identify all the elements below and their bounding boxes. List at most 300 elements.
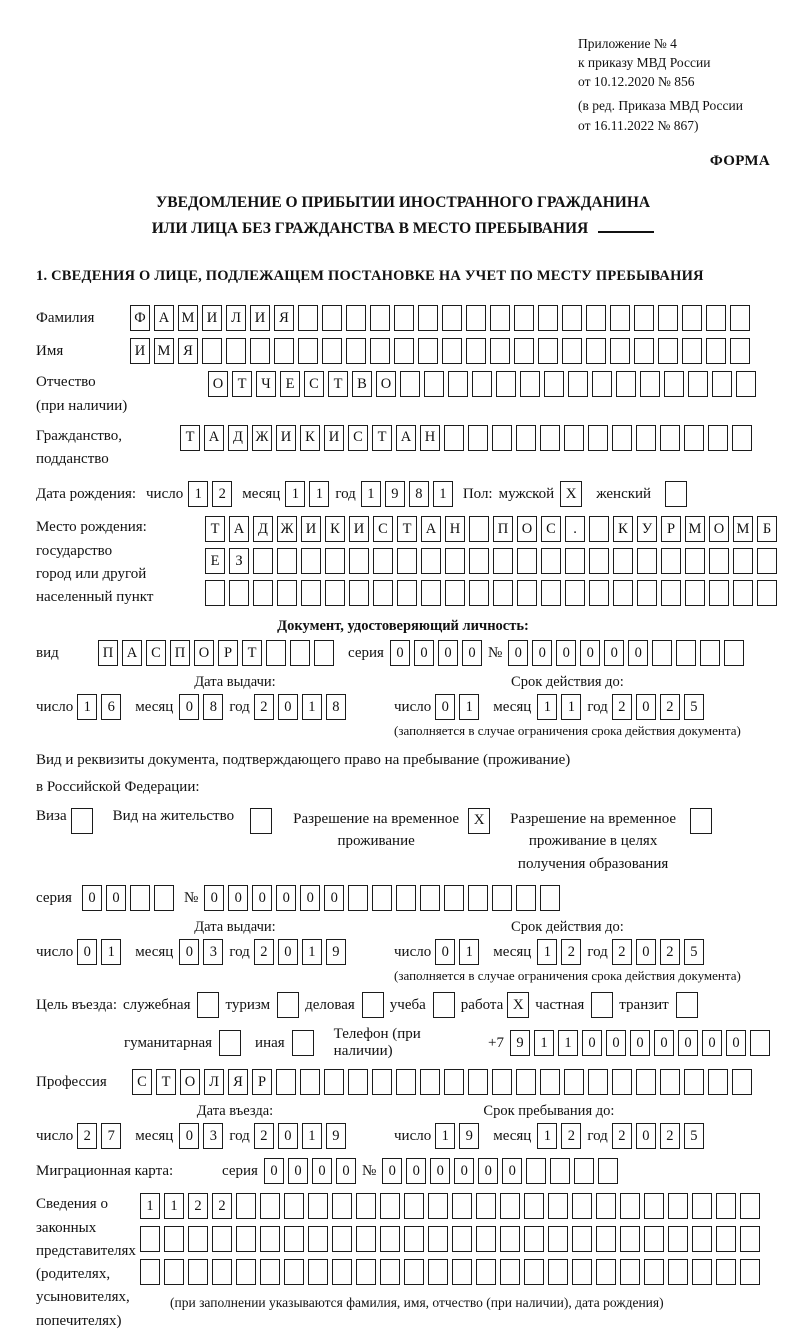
char-cell[interactable]: 0 (462, 640, 482, 666)
char-cell[interactable] (682, 338, 702, 364)
char-cell[interactable]: И (276, 425, 296, 451)
char-cell[interactable]: Ч (256, 371, 276, 397)
char-cell[interactable] (732, 1069, 752, 1095)
char-cell[interactable]: 2 (561, 1123, 581, 1149)
char-cell[interactable] (348, 885, 368, 911)
char-cell[interactable] (712, 371, 732, 397)
char-cell[interactable]: И (250, 305, 270, 331)
char-cell[interactable]: 0 (430, 1158, 450, 1184)
char-cell[interactable]: К (613, 516, 633, 542)
char-cell[interactable]: 0 (636, 939, 656, 965)
char-cell[interactable]: С (541, 516, 561, 542)
permit-visa-checkbox[interactable] (71, 808, 93, 834)
char-cell[interactable] (644, 1259, 664, 1285)
char-cell[interactable] (564, 1069, 584, 1095)
char-cell[interactable] (500, 1226, 520, 1252)
char-cell[interactable] (428, 1259, 448, 1285)
char-cell[interactable]: 9 (510, 1030, 530, 1056)
char-cell[interactable] (562, 338, 582, 364)
char-cell[interactable]: 2 (660, 939, 680, 965)
char-cell[interactable] (476, 1259, 496, 1285)
char-cell[interactable] (346, 338, 366, 364)
purpose-tourism-checkbox[interactable] (277, 992, 299, 1018)
char-cell[interactable] (373, 548, 393, 574)
char-cell[interactable] (212, 1259, 232, 1285)
char-cell[interactable]: 1 (140, 1193, 160, 1219)
char-cell[interactable] (708, 1069, 728, 1095)
char-cell[interactable] (468, 425, 488, 451)
char-cell[interactable]: 1 (534, 1030, 554, 1056)
char-cell[interactable]: 1 (433, 481, 453, 507)
char-cell[interactable]: О (194, 640, 214, 666)
char-cell[interactable] (500, 1193, 520, 1219)
char-cell[interactable] (404, 1226, 424, 1252)
char-cell[interactable]: Н (445, 516, 465, 542)
char-cell[interactable] (308, 1259, 328, 1285)
char-cell[interactable]: 0 (179, 939, 199, 965)
char-cell[interactable] (565, 580, 585, 606)
char-cell[interactable] (589, 580, 609, 606)
char-cell[interactable] (349, 548, 369, 574)
char-cell[interactable] (397, 548, 417, 574)
char-cell[interactable] (356, 1226, 376, 1252)
char-cell[interactable]: 2 (612, 1123, 632, 1149)
char-cell[interactable] (517, 580, 537, 606)
char-cell[interactable] (356, 1193, 376, 1219)
char-cell[interactable]: 2 (612, 939, 632, 965)
char-cell[interactable]: 0 (556, 640, 576, 666)
char-cell[interactable] (620, 1259, 640, 1285)
char-cell[interactable]: 1 (459, 694, 479, 720)
char-cell[interactable] (538, 338, 558, 364)
char-cell[interactable] (524, 1193, 544, 1219)
char-cell[interactable] (452, 1193, 472, 1219)
char-cell[interactable]: И (301, 516, 321, 542)
char-cell[interactable]: Я (228, 1069, 248, 1095)
char-cell[interactable] (636, 425, 656, 451)
char-cell[interactable] (140, 1226, 160, 1252)
char-cell[interactable]: Е (205, 548, 225, 574)
char-cell[interactable] (660, 1069, 680, 1095)
char-cell[interactable]: 9 (326, 1123, 346, 1149)
char-cell[interactable]: 8 (203, 694, 223, 720)
char-cell[interactable]: 0 (726, 1030, 746, 1056)
char-cell[interactable] (541, 548, 561, 574)
char-cell[interactable]: 0 (179, 694, 199, 720)
char-cell[interactable] (324, 1069, 344, 1095)
char-cell[interactable]: Я (178, 338, 198, 364)
char-cell[interactable] (540, 1069, 560, 1095)
char-cell[interactable]: 1 (302, 694, 322, 720)
char-cell[interactable] (300, 1069, 320, 1095)
char-cell[interactable] (372, 1069, 392, 1095)
char-cell[interactable]: 2 (254, 939, 274, 965)
char-cell[interactable] (476, 1193, 496, 1219)
char-cell[interactable] (298, 338, 318, 364)
char-cell[interactable] (586, 305, 606, 331)
char-cell[interactable]: Р (252, 1069, 272, 1095)
char-cell[interactable]: Л (204, 1069, 224, 1095)
char-cell[interactable]: 1 (361, 481, 381, 507)
char-cell[interactable]: 2 (254, 1123, 274, 1149)
char-cell[interactable]: 0 (414, 640, 434, 666)
char-cell[interactable]: 0 (582, 1030, 602, 1056)
purpose-humanitarian-checkbox[interactable] (219, 1030, 241, 1056)
char-cell[interactable]: 1 (302, 1123, 322, 1149)
char-cell[interactable] (472, 371, 492, 397)
char-cell[interactable] (716, 1259, 736, 1285)
char-cell[interactable] (730, 338, 750, 364)
char-cell[interactable]: 1 (459, 939, 479, 965)
char-cell[interactable]: 9 (326, 939, 346, 965)
permit-temporary-checkbox[interactable]: X (468, 808, 490, 834)
char-cell[interactable]: 0 (276, 885, 296, 911)
char-cell[interactable] (589, 548, 609, 574)
char-cell[interactable] (314, 640, 334, 666)
char-cell[interactable]: 2 (561, 939, 581, 965)
char-cell[interactable] (260, 1193, 280, 1219)
char-cell[interactable] (733, 580, 753, 606)
char-cell[interactable]: С (132, 1069, 152, 1095)
char-cell[interactable] (610, 338, 630, 364)
char-cell[interactable]: 2 (660, 694, 680, 720)
char-cell[interactable]: Т (397, 516, 417, 542)
char-cell[interactable] (301, 548, 321, 574)
char-cell[interactable]: А (229, 516, 249, 542)
char-cell[interactable]: 2 (77, 1123, 97, 1149)
char-cell[interactable]: Т (205, 516, 225, 542)
char-cell[interactable]: Ж (277, 516, 297, 542)
char-cell[interactable] (396, 885, 416, 911)
char-cell[interactable]: 0 (604, 640, 624, 666)
char-cell[interactable] (444, 425, 464, 451)
char-cell[interactable] (540, 885, 560, 911)
purpose-commercial-checkbox[interactable] (362, 992, 384, 1018)
char-cell[interactable] (469, 580, 489, 606)
char-cell[interactable] (154, 885, 174, 911)
char-cell[interactable] (658, 338, 678, 364)
char-cell[interactable] (236, 1226, 256, 1252)
char-cell[interactable]: О (180, 1069, 200, 1095)
gender-male-checkbox[interactable]: X (560, 481, 582, 507)
char-cell[interactable]: О (376, 371, 396, 397)
char-cell[interactable]: Р (661, 516, 681, 542)
char-cell[interactable] (420, 1069, 440, 1095)
char-cell[interactable] (612, 425, 632, 451)
char-cell[interactable] (346, 305, 366, 331)
char-cell[interactable] (404, 1259, 424, 1285)
char-cell[interactable] (524, 1226, 544, 1252)
char-cell[interactable] (332, 1226, 352, 1252)
char-cell[interactable]: 8 (326, 694, 346, 720)
char-cell[interactable] (661, 548, 681, 574)
char-cell[interactable]: А (154, 305, 174, 331)
char-cell[interactable] (644, 1193, 664, 1219)
char-cell[interactable] (706, 338, 726, 364)
char-cell[interactable] (348, 1069, 368, 1095)
char-cell[interactable] (205, 580, 225, 606)
char-cell[interactable] (188, 1259, 208, 1285)
char-cell[interactable] (514, 338, 534, 364)
char-cell[interactable]: 1 (285, 481, 305, 507)
char-cell[interactable] (740, 1193, 760, 1219)
char-cell[interactable]: 5 (684, 694, 704, 720)
char-cell[interactable] (468, 885, 488, 911)
char-cell[interactable] (724, 640, 744, 666)
char-cell[interactable]: Д (228, 425, 248, 451)
char-cell[interactable] (541, 580, 561, 606)
char-cell[interactable] (442, 338, 462, 364)
char-cell[interactable]: 7 (101, 1123, 121, 1149)
char-cell[interactable] (332, 1259, 352, 1285)
char-cell[interactable] (637, 580, 657, 606)
char-cell[interactable] (668, 1193, 688, 1219)
char-cell[interactable] (634, 338, 654, 364)
char-cell[interactable]: 0 (630, 1030, 650, 1056)
char-cell[interactable]: 0 (478, 1158, 498, 1184)
char-cell[interactable] (692, 1193, 712, 1219)
char-cell[interactable] (684, 1069, 704, 1095)
char-cell[interactable] (564, 425, 584, 451)
char-cell[interactable] (444, 1069, 464, 1095)
char-cell[interactable] (226, 338, 246, 364)
char-cell[interactable] (636, 1069, 656, 1095)
purpose-transit-checkbox[interactable] (676, 992, 698, 1018)
char-cell[interactable] (490, 305, 510, 331)
char-cell[interactable] (596, 1259, 616, 1285)
char-cell[interactable] (469, 548, 489, 574)
char-cell[interactable] (301, 580, 321, 606)
char-cell[interactable] (428, 1226, 448, 1252)
char-cell[interactable]: С (373, 516, 393, 542)
char-cell[interactable]: С (146, 640, 166, 666)
char-cell[interactable] (740, 1259, 760, 1285)
char-cell[interactable] (589, 516, 609, 542)
char-cell[interactable]: 0 (606, 1030, 626, 1056)
char-cell[interactable]: 2 (612, 694, 632, 720)
char-cell[interactable]: Л (226, 305, 246, 331)
char-cell[interactable] (276, 1069, 296, 1095)
char-cell[interactable] (188, 1226, 208, 1252)
char-cell[interactable]: 0 (382, 1158, 402, 1184)
char-cell[interactable] (500, 1259, 520, 1285)
char-cell[interactable] (308, 1193, 328, 1219)
char-cell[interactable]: И (202, 305, 222, 331)
char-cell[interactable]: К (300, 425, 320, 451)
char-cell[interactable] (496, 371, 516, 397)
char-cell[interactable]: 0 (252, 885, 272, 911)
char-cell[interactable] (652, 640, 672, 666)
char-cell[interactable] (568, 371, 588, 397)
char-cell[interactable] (418, 305, 438, 331)
char-cell[interactable] (284, 1259, 304, 1285)
char-cell[interactable]: 0 (532, 640, 552, 666)
char-cell[interactable] (572, 1259, 592, 1285)
char-cell[interactable] (130, 885, 150, 911)
char-cell[interactable]: 1 (435, 1123, 455, 1149)
char-cell[interactable] (380, 1226, 400, 1252)
char-cell[interactable]: 0 (336, 1158, 356, 1184)
char-cell[interactable] (730, 305, 750, 331)
char-cell[interactable] (380, 1259, 400, 1285)
char-cell[interactable] (572, 1226, 592, 1252)
char-cell[interactable] (448, 371, 468, 397)
char-cell[interactable]: Т (180, 425, 200, 451)
char-cell[interactable]: 0 (82, 885, 102, 911)
char-cell[interactable] (266, 640, 286, 666)
char-cell[interactable] (445, 580, 465, 606)
char-cell[interactable] (476, 1226, 496, 1252)
char-cell[interactable] (685, 580, 705, 606)
char-cell[interactable]: 0 (435, 694, 455, 720)
char-cell[interactable] (757, 580, 777, 606)
char-cell[interactable] (325, 548, 345, 574)
char-cell[interactable]: 5 (684, 1123, 704, 1149)
char-cell[interactable] (394, 305, 414, 331)
purpose-other-checkbox[interactable] (292, 1030, 314, 1056)
char-cell[interactable]: 1 (537, 939, 557, 965)
char-cell[interactable] (284, 1226, 304, 1252)
char-cell[interactable] (298, 305, 318, 331)
char-cell[interactable] (421, 580, 441, 606)
char-cell[interactable]: Б (757, 516, 777, 542)
char-cell[interactable] (332, 1193, 352, 1219)
char-cell[interactable] (445, 548, 465, 574)
char-cell[interactable] (685, 548, 705, 574)
char-cell[interactable]: О (517, 516, 537, 542)
char-cell[interactable]: 1 (309, 481, 329, 507)
char-cell[interactable] (692, 1259, 712, 1285)
char-cell[interactable] (466, 305, 486, 331)
char-cell[interactable]: 2 (212, 1193, 232, 1219)
char-cell[interactable]: 0 (324, 885, 344, 911)
char-cell[interactable]: 6 (101, 694, 121, 720)
char-cell[interactable]: К (325, 516, 345, 542)
char-cell[interactable] (620, 1193, 640, 1219)
char-cell[interactable] (452, 1226, 472, 1252)
char-cell[interactable]: 1 (77, 694, 97, 720)
char-cell[interactable] (202, 338, 222, 364)
char-cell[interactable] (274, 338, 294, 364)
char-cell[interactable] (658, 305, 678, 331)
char-cell[interactable] (212, 1226, 232, 1252)
char-cell[interactable] (612, 1069, 632, 1095)
char-cell[interactable] (492, 425, 512, 451)
char-cell[interactable] (418, 338, 438, 364)
char-cell[interactable] (588, 1069, 608, 1095)
char-cell[interactable]: З (229, 548, 249, 574)
char-cell[interactable]: О (208, 371, 228, 397)
char-cell[interactable] (716, 1226, 736, 1252)
char-cell[interactable]: 0 (278, 694, 298, 720)
char-cell[interactable]: И (324, 425, 344, 451)
char-cell[interactable] (538, 305, 558, 331)
char-cell[interactable]: 0 (278, 939, 298, 965)
char-cell[interactable] (380, 1193, 400, 1219)
char-cell[interactable]: 9 (385, 481, 405, 507)
char-cell[interactable]: И (349, 516, 369, 542)
char-cell[interactable]: 0 (702, 1030, 722, 1056)
char-cell[interactable]: 0 (678, 1030, 698, 1056)
char-cell[interactable]: 2 (254, 694, 274, 720)
char-cell[interactable] (229, 580, 249, 606)
char-cell[interactable] (596, 1193, 616, 1219)
char-cell[interactable] (514, 305, 534, 331)
char-cell[interactable] (164, 1259, 184, 1285)
char-cell[interactable] (733, 548, 753, 574)
char-cell[interactable]: . (565, 516, 585, 542)
char-cell[interactable] (428, 1193, 448, 1219)
char-cell[interactable] (526, 1158, 546, 1184)
char-cell[interactable] (709, 548, 729, 574)
char-cell[interactable] (493, 580, 513, 606)
char-cell[interactable]: Н (420, 425, 440, 451)
char-cell[interactable]: 1 (561, 694, 581, 720)
char-cell[interactable]: Ж (252, 425, 272, 451)
char-cell[interactable] (396, 1069, 416, 1095)
char-cell[interactable]: Я (274, 305, 294, 331)
char-cell[interactable] (253, 580, 273, 606)
char-cell[interactable]: М (178, 305, 198, 331)
char-cell[interactable] (356, 1259, 376, 1285)
char-cell[interactable] (372, 885, 392, 911)
char-cell[interactable] (492, 885, 512, 911)
char-cell[interactable] (596, 1226, 616, 1252)
char-cell[interactable]: М (733, 516, 753, 542)
char-cell[interactable]: У (637, 516, 657, 542)
char-cell[interactable] (708, 425, 728, 451)
char-cell[interactable]: 2 (188, 1193, 208, 1219)
char-cell[interactable] (736, 371, 756, 397)
char-cell[interactable]: О (709, 516, 729, 542)
char-cell[interactable] (644, 1226, 664, 1252)
char-cell[interactable]: Р (218, 640, 238, 666)
char-cell[interactable] (468, 1069, 488, 1095)
char-cell[interactable] (613, 580, 633, 606)
char-cell[interactable]: А (421, 516, 441, 542)
char-cell[interactable] (420, 885, 440, 911)
char-cell[interactable] (424, 371, 444, 397)
char-cell[interactable]: М (154, 338, 174, 364)
char-cell[interactable]: 2 (660, 1123, 680, 1149)
char-cell[interactable] (516, 885, 536, 911)
char-cell[interactable] (260, 1259, 280, 1285)
char-cell[interactable] (370, 338, 390, 364)
char-cell[interactable] (250, 338, 270, 364)
char-cell[interactable] (466, 338, 486, 364)
purpose-private-checkbox[interactable] (591, 992, 613, 1018)
char-cell[interactable] (548, 1226, 568, 1252)
permit-education-checkbox[interactable] (690, 808, 712, 834)
char-cell[interactable] (732, 425, 752, 451)
char-cell[interactable]: 1 (164, 1193, 184, 1219)
char-cell[interactable] (565, 548, 585, 574)
char-cell[interactable] (616, 371, 636, 397)
char-cell[interactable]: 0 (654, 1030, 674, 1056)
char-cell[interactable]: 1 (537, 694, 557, 720)
char-cell[interactable]: 1 (537, 1123, 557, 1149)
char-cell[interactable]: 0 (636, 694, 656, 720)
char-cell[interactable] (716, 1193, 736, 1219)
char-cell[interactable]: 8 (409, 481, 429, 507)
char-cell[interactable] (444, 885, 464, 911)
char-cell[interactable] (260, 1226, 280, 1252)
char-cell[interactable] (236, 1193, 256, 1219)
char-cell[interactable] (688, 371, 708, 397)
char-cell[interactable]: 0 (406, 1158, 426, 1184)
char-cell[interactable] (684, 425, 704, 451)
char-cell[interactable] (610, 305, 630, 331)
